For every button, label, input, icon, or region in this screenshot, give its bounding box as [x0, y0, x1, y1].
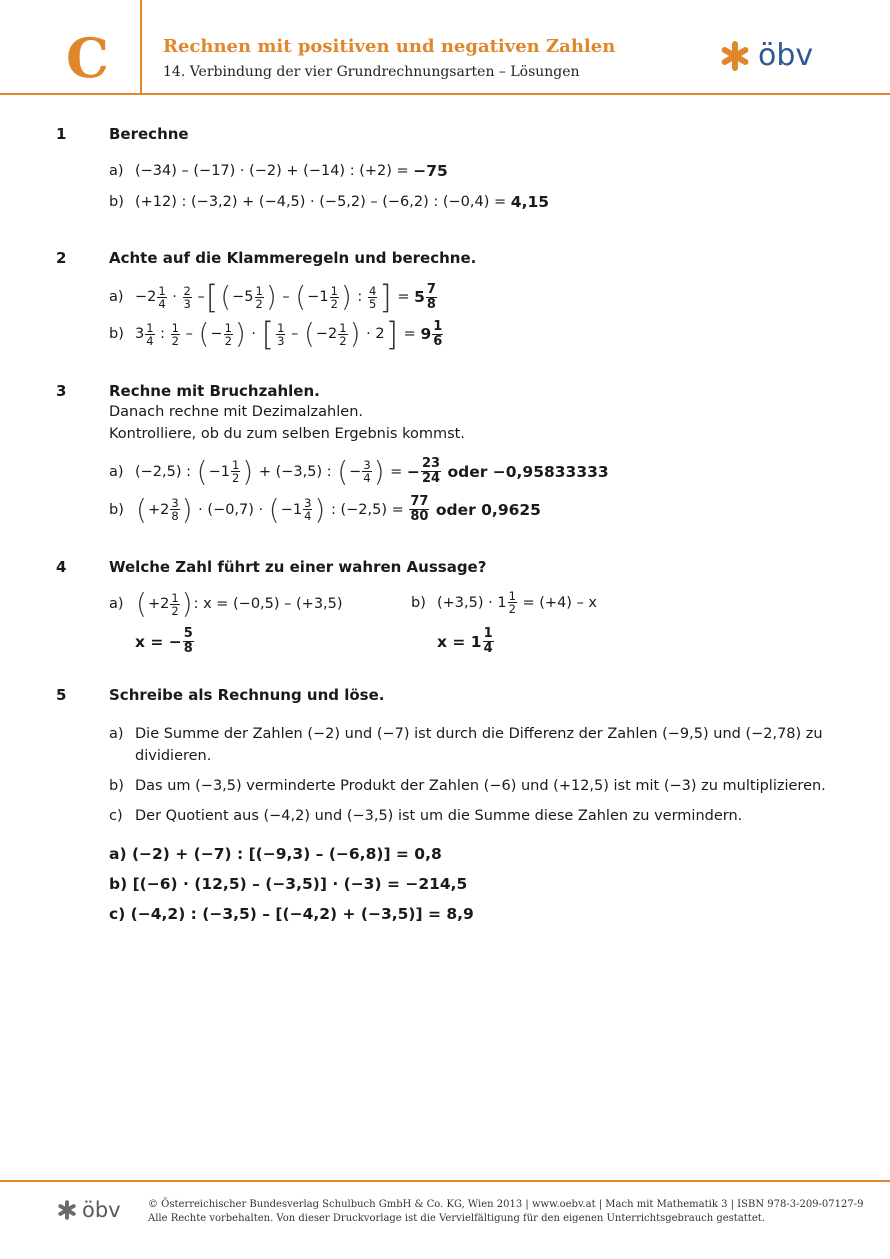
task3-a: a) (−2,5) : ( −1 $\frac{1}{2}$ ) + (−3,5) : ( − $\frac{3}{4}$ ) = − $\frac{23}{24}$ oder −0,95833333 — [109, 454, 609, 488]
item-label: a) — [109, 289, 124, 305]
item-label: b) — [109, 326, 124, 342]
page-subtitle: 14. Verbindung der vier Grundrechnungsarten – Lösungen — [163, 64, 580, 80]
result-numerator: 7 — [426, 281, 436, 297]
page-title: Rechnen mit positiven und negativen Zahlen — [163, 36, 616, 57]
chapter-letter: C — [66, 26, 109, 90]
item-label: a) — [109, 163, 124, 179]
task-instruction: Kontrolliere, ob du zum selben Ergebnis kommst. — [109, 426, 465, 442]
rights-line: Alle Rechte vorbehalten. Von dieser Druckvorlage ist die Vervielfältigung für den eigenen Unterrichtsgebrauch gestattet. — [148, 1213, 765, 1224]
footer-copyright — [148, 1198, 863, 1226]
copyright-line: © Österreichischer Bundesverlag Schulbuch GmbH & Co. KG, Wien 2013 | www.oebv.at | Mach mit Mathematik 3 | ISBN 978-3-209-07127-9 — [148, 1199, 864, 1210]
task5-solution-c: c) (−4,2) : (−3,5) – [(−4,2) + (−3,5)] = 8,9 — [109, 905, 474, 923]
task-number: 3 — [56, 382, 67, 400]
result-whole: 9 — [420, 325, 432, 343]
item-text: Die Summe der Zahlen (−2) und (−7) ist durch die Differenz der Zahlen (−9,5) und (−2,78) zu dividieren. — [135, 726, 823, 764]
result-numerator: 1 — [433, 318, 443, 334]
result-alternative: oder 0,9625 — [435, 500, 541, 519]
task-heading: Rechne mit Bruchzahlen. — [109, 382, 320, 400]
item-label: a) — [109, 596, 124, 612]
result-numerator: 77 — [410, 494, 429, 509]
header-divider-horizontal — [0, 93, 890, 95]
task-instruction: Danach rechne mit Dezimalzahlen. — [109, 404, 363, 420]
answer-prefix: x = − — [135, 632, 182, 651]
footer-logo — [56, 1198, 121, 1222]
task2-b: b) 3 $\frac{1}{4}$ : $\frac{1}{2}$ – ( − $\frac{1}{2}$ ) · [ $\frac{1}{3}$ – ( −2 $\frac{1}{2}$ ) · 2 ] = 9 $\frac{1}{6}$ — [109, 315, 443, 353]
task5-a — [109, 723, 839, 767]
task-number: 5 — [56, 686, 67, 704]
task-number: 4 — [56, 558, 67, 576]
answer-prefix: x = 1 — [437, 632, 482, 651]
item-text: Das um (−3,5) verminderte Produkt der Zahlen (−6) und (+12,5) ist mit (−3) zu multiplizieren. — [135, 778, 826, 794]
task1-a — [109, 162, 448, 180]
task4-a: a) ( +2 $\frac{1}{2}$ ) : x = (−0,5) – (+3,5) — [109, 587, 343, 620]
result-denominator: 80 — [410, 509, 429, 524]
task-heading: Schreibe als Rechnung und löse. — [109, 686, 385, 704]
header-divider-vertical — [140, 0, 142, 94]
result: −75 — [413, 162, 448, 180]
expression: : x = (−0,5) – (+3,5) — [193, 596, 343, 612]
item-label: c) — [109, 808, 123, 824]
expression: (−34) – (−17) · (−2) + (−14) : (+2) = — [135, 163, 409, 179]
result-denominator: 8 — [426, 296, 436, 312]
result-denominator: 24 — [421, 471, 441, 486]
task5-b — [109, 775, 839, 797]
result: 4,15 — [510, 193, 550, 211]
item-label: a) — [109, 726, 124, 742]
task-number: 2 — [56, 249, 67, 267]
answer-numerator: 5 — [183, 626, 193, 641]
task-heading: Welche Zahl führt zu einer wahren Aussage? — [109, 558, 487, 576]
star-icon — [56, 1199, 78, 1221]
answer-numerator: 1 — [483, 626, 493, 641]
task4-a-answer — [135, 627, 195, 656]
task2-a: a) −2 $\frac{1}{4}$ · $\frac{2}{3}$ – [ ( −5 $\frac{1}{2}$ ) – ( −1 $\frac{1}{2}$ ) : $\frac{4}{5}$ ] = 5 $\frac{7}{8}$ — [109, 278, 436, 316]
answer-denominator: 8 — [183, 641, 193, 656]
task-heading: Achte auf die Klammeregeln und berechne. — [109, 249, 477, 267]
logo-text: öbv — [82, 1198, 121, 1222]
item-label: b) — [109, 194, 124, 210]
star-icon — [718, 39, 752, 73]
expression: (+12) : (−3,2) + (−4,5) · (−5,2) – (−6,2) : (−0,4) = — [135, 194, 507, 210]
task1-b — [109, 193, 549, 211]
result-denominator: 6 — [433, 333, 443, 349]
result-numerator: 23 — [421, 456, 441, 471]
task5-c — [109, 805, 839, 827]
logo-text: öbv — [758, 38, 814, 73]
answer-denominator: 4 — [483, 641, 493, 656]
task4-b-answer — [437, 627, 495, 656]
task-heading: Berechne — [109, 125, 189, 143]
item-label: a) — [109, 463, 124, 480]
result-alternative: oder −0,95833333 — [447, 462, 609, 481]
result-whole: 5 — [414, 288, 425, 306]
expression: = (+4) – x — [522, 594, 598, 611]
item-text: Der Quotient aus (−4,2) und (−3,5) ist um die Summe diese Zahlen zu vermindern. — [135, 808, 743, 824]
task5-solution-a: a) (−2) + (−7) : [(−9,3) – (−6,8)] = 0,8 — [109, 845, 442, 863]
task5-solution-b: b) [(−6) · (12,5) – (−3,5)] · (−3) = −214,5 — [109, 875, 468, 893]
footer-divider — [0, 1180, 890, 1182]
item-label: b) — [411, 594, 426, 611]
task3-b: b) ( +2 $\frac{3}{8}$ ) · (−0,7) · ( −1 $\frac{3}{4}$ ) : (−2,5) = $\frac{77}{80}$ oder 0,9625 — [109, 492, 541, 526]
task4-b: b) (+3,5) · 1 $\frac{1}{2}$ = (+4) – x — [411, 589, 598, 616]
item-label: b) — [109, 778, 124, 794]
publisher-logo — [718, 38, 813, 73]
task-number: 1 — [56, 125, 67, 143]
item-label: b) — [109, 501, 124, 518]
